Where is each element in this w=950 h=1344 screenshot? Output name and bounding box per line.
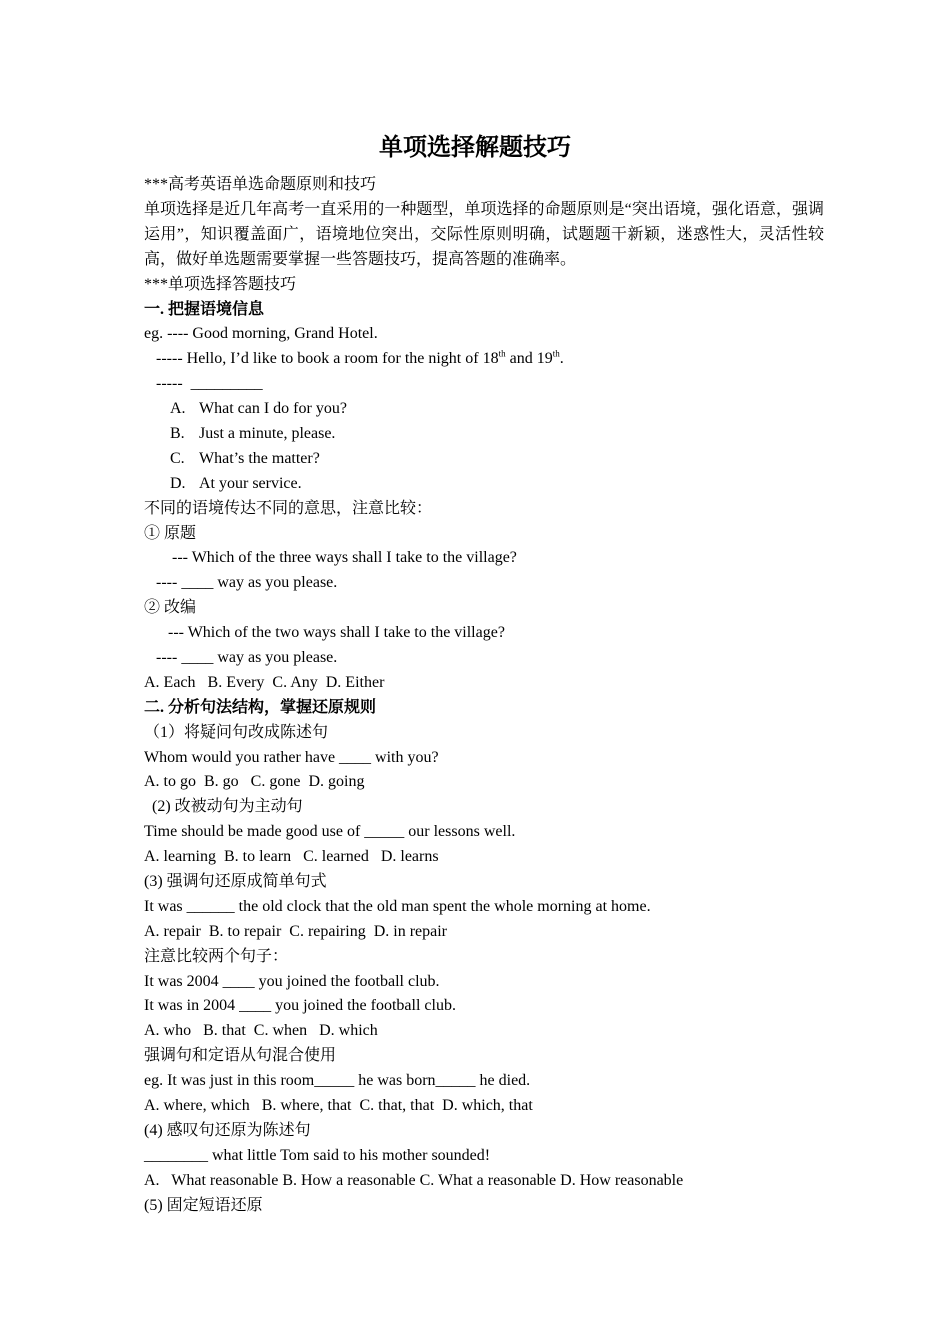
example-text: ----- Hello, I’d like to book a room for the night of 18 [144,350,499,368]
question-text: Time should be made good use of _____ our lessons well. [144,823,516,841]
answer-options: A. who B. that C. when D. which [144,1022,378,1040]
example-text: . [559,350,564,368]
option-letter: A. [170,400,186,418]
adapted-label: ② 改编 [144,599,197,617]
answer-options: A. repair B. to repair C. repairing D. in repair [144,922,448,940]
question-text: ________ what little Tom said to his mother sounded! [144,1146,491,1164]
question-text: It was ______ the old clock that the old man spent the whole morning at home. [144,897,651,915]
option-text: At your service. [199,474,302,492]
question-text: Whom would you rather have ____ with you? [144,748,439,766]
tips-heading: ***单项选择答题技巧 [144,275,297,293]
example-blank: ----- _________ [144,375,263,393]
adapted-question: --- Which of the two ways shall I take to the village? [144,624,505,642]
note-text: 强调句和定语从句混合使用 [144,1047,337,1065]
option-item [144,472,824,497]
option-text: What can I do for you? [199,400,347,418]
question-text: eg. It was just in this room_____ he was born_____ he died. [144,1072,531,1090]
document-body [144,173,824,1218]
page-title: 单项选择解题技巧 [379,135,571,161]
superscript: th [552,348,560,359]
answer-options: A. learning B. to learn C. learned D. learns [144,848,439,866]
section2-heading: 二. 分析句法结构，掌握还原规则 [144,698,377,716]
option-item [144,447,824,472]
compare-note: 注意比较两个句子： [144,947,289,965]
answer-options: A. What reasonable B. How a reasonable C. What a reasonable D. How reasonable [144,1171,684,1189]
intro-heading: ***高考英语单选命题原则和技巧 [144,176,377,193]
answer-options: A. where, which B. where, that C. that, that D. which, that [144,1097,533,1114]
subsection-label: (5) 固定短语还原 [144,1196,263,1214]
original-answer: ---- ____ way as you please. [144,574,338,592]
answer-options: A. to go B. go C. gone D. going [144,773,365,791]
option-letter: B. [170,424,185,442]
subsection-label: (4) 感叹句还原为陈述句 [144,1121,311,1139]
option-letter: C. [170,449,185,467]
option-item [144,422,824,447]
original-question: --- Which of the three ways shall I take to the village? [144,549,517,567]
superscript: th [498,348,506,359]
subsection-label: (3) 强调句还原成简单句式 [144,872,327,890]
option-letter: D. [170,474,186,492]
example-line [144,347,824,372]
subsection-label: (2) 改被动句为主动句 [144,798,303,816]
question-text: It was in 2004 ____ you joined the football club. [144,997,456,1015]
original-label: ① 原题 [144,524,197,542]
option-text: Just a minute, please. [199,424,336,442]
compare-note: 不同的语境传达不同的意思，注意比较： [144,499,433,517]
answer-options: A. Each B. Every C. Any D. Either [144,673,385,691]
adapted-answer: ---- ____ way as you please. [144,648,338,666]
subsection-label: （1）将疑问句改成陈述句 [144,723,329,741]
question-text: It was 2004 ____ you joined the football club. [144,972,440,990]
section1-heading: 一. 把握语境信息 [144,300,265,318]
option-item [144,397,824,422]
intro-paragraph: 单项选择是近几年高考一直采用的一种题型，单项选择的命题原则是“突出语境，强化语意，强调运用”，知识覆盖面广，语境地位突出，交际性原则明确，试题题干新颖，迷惑性大，灵活性较高，做好单选题需要掌握一些答题技巧，提高答题的准确率。 [144,200,824,268]
example-text: and 19 [505,350,553,368]
example-line: eg. ---- Good morning, Grand Hotel. [144,325,378,343]
option-text: What’s the matter? [199,449,320,467]
